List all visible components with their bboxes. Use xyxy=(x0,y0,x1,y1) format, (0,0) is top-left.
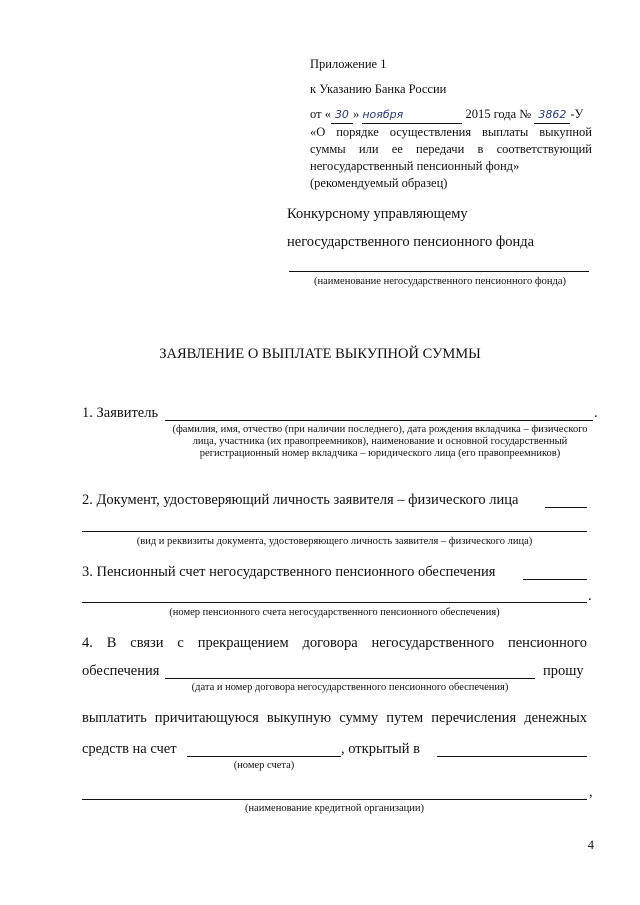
fund-name-hint: (наименование негосударственного пенсионного фонда) xyxy=(314,276,566,287)
account-field-start[interactable] xyxy=(523,579,587,580)
contract-hint: (дата и номер договора негосударственного пенсионного обеспечения) xyxy=(191,682,509,693)
applicant-field[interactable] xyxy=(165,420,593,421)
account-label: 3. Пенсионный счет негосударственного пенсионного обеспечения xyxy=(82,564,496,580)
handwritten-number: 3862 xyxy=(534,106,570,124)
account-number-hint: (номер счета) xyxy=(233,760,295,771)
applicant-end-dot: . xyxy=(594,405,598,421)
item4-request: прошу xyxy=(543,663,584,679)
from-prefix: от xyxy=(310,107,322,121)
handwritten-day: 30 xyxy=(331,106,353,124)
funds-label: средств на счет xyxy=(82,741,177,757)
document-field-start[interactable] xyxy=(545,507,587,508)
document-field[interactable] xyxy=(82,531,587,532)
number-suffix: -У xyxy=(570,107,584,121)
account-hint: (номер пенсионного счета негосударственного пенсионного обеспечения) xyxy=(169,607,500,618)
account-field[interactable] xyxy=(82,602,587,603)
document-hint: (вид и реквизиты документа, удостоверяющего личность заявителя – физического лица) xyxy=(136,536,533,547)
document-label: 2. Документ, удостоверяющий личность заявителя – физического лица xyxy=(82,492,519,508)
bank-name-hint: (наименование кредитной организации) xyxy=(245,803,424,814)
fund-name-line[interactable] xyxy=(289,271,589,272)
item4-line1: 4. В связи с прекращением договора негосударственного пенсионного xyxy=(82,635,587,651)
instruction-date-line: от « 30 » ноября 2015 года № 3862 -У xyxy=(310,106,592,124)
pay-line: выплатить причитающуюся выкупную сумму путем перечисления денежных xyxy=(82,710,587,726)
instruction-subject: «О порядке осуществления выплаты выкупной суммы или ее передачи в соответствующий негосударственный пенсионный фонд» xyxy=(310,125,592,173)
addressee-line2: негосударственного пенсионного фонда xyxy=(287,234,535,250)
bank-name-field[interactable] xyxy=(82,799,587,800)
account-end-dot: . xyxy=(588,588,592,604)
applicant-hint: (фамилия, имя, отчество (при наличии последнего), дата рождения вкладчика – физического лица, участника (их правопреемников), наименование и основной государственный регистрационный номер вкладчика – юридического лица (его правопреемников) xyxy=(172,424,588,459)
contract-field[interactable] xyxy=(165,678,535,679)
sample-note: (рекомендуемый образец) xyxy=(310,176,448,190)
account-number-field[interactable] xyxy=(187,756,341,757)
instruction-ref: к Указанию Банка России xyxy=(310,82,447,96)
handwritten-month: ноября xyxy=(362,106,462,124)
addressee-line1: Конкурсному управляющему xyxy=(287,206,468,222)
opened-in-label: , открытый в xyxy=(341,741,420,757)
item4-word: обеспечения xyxy=(82,663,160,679)
bank-end-comma: , xyxy=(589,784,593,800)
page-number: 4 xyxy=(587,838,594,852)
appendix-header xyxy=(310,56,592,192)
year-text: 2015 года № xyxy=(465,107,532,121)
bank-field-start[interactable] xyxy=(437,756,587,757)
appendix-label: Приложение 1 xyxy=(310,57,387,71)
applicant-label: 1. Заявитель xyxy=(82,405,159,421)
page-title: ЗАЯВЛЕНИЕ О ВЫПЛАТЕ ВЫКУПНОЙ СУММЫ xyxy=(159,346,481,362)
